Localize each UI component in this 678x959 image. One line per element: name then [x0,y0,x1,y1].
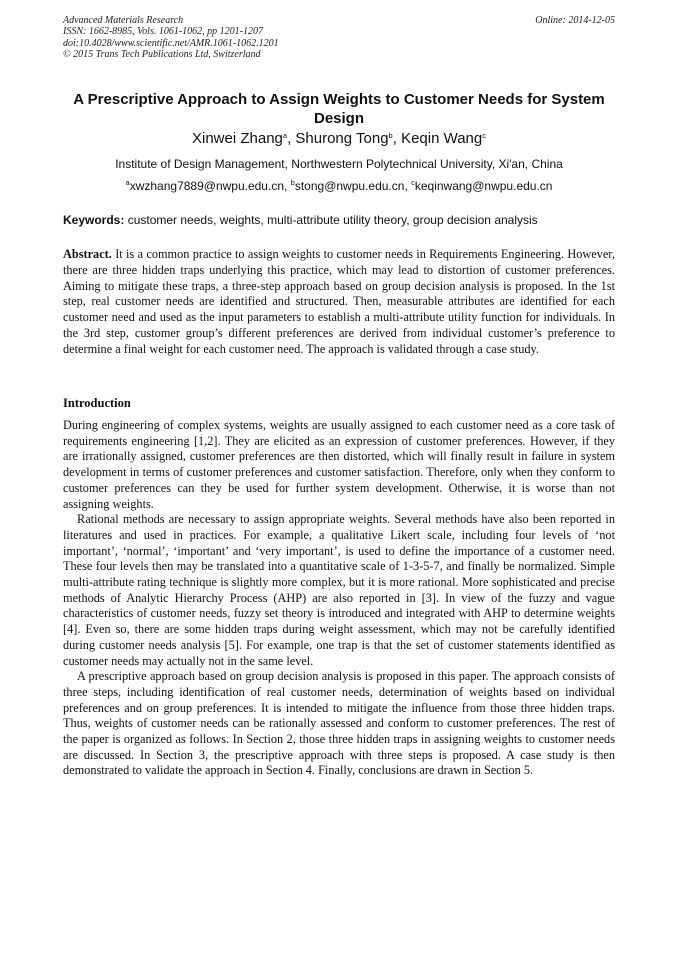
paragraph: A prescriptive approach based on group decision analysis is proposed in this paper. The approach consists of three steps, including identification of real customer needs, determination of weights based on individual preferences and on group preferences. It is intended to mitigate the influence from those three hidden traps. Thus, weights of customer needs can be rationally assessed and conform to customer preferences. The rest of the paper is organized as follows. In Section 2, those three hidden traps in assigning weights to customer needs are discussed. In Section 3, the prescriptive approach with three steps is proposed. A case study is then demonstrated to validate the approach in Section 4. Finally, conclusions are drawn in Section 5. [63,669,615,778]
paragraph: Rational methods are necessary to assign appropriate weights. Several methods have also been reported in literatures and used in practices. For example, a qualitative Likert scale, including four levels of ‘not important’, ‘normal’, ‘important’ and ‘very important’, is used to define the importance of a customer need. These four levels then may be translated into a quantitative scale of 1-3-5-7, and finally be normalized. Simple multi-attribute rating technique is slightly more complex, but it is more rational. More sophisticated and precise methods of Analytic Hierarchy Process (AHP) are also reported in [3]. In view of the fuzzy and vague characteristics of customer needs, fuzzy set theory is introduced and integrated with AHP to determine weights [4]. Even so, there are some hidden traps during weight assessment, which may not be carefully identified during customer needs analysis [5]. For example, one trap is that the set of customer statements identified as customer needs may actually not in the same level. [63,512,615,668]
abstract-label: Abstract. [63,247,112,261]
paragraph: During engineering of complex systems, weights are usually assigned to each customer need as a core task of requirements engineering [1,2]. They are elicited as an expression of customer preferences. However, if they are irrationally assigned, customer preferences are then distorted, which will finally result in failure in system development in terms of customer preferences and customer satisfaction. Therefore, only when they conform to customer preferences can they be used for further system development. Otherwise, it is worse than not assigning weights. [63,418,615,511]
author-affil-mark: a [282,131,288,140]
introduction-body [63,418,615,779]
paper-title: A Prescriptive Approach to Assign Weights to Customer Needs for System Design [73,91,605,127]
author-name: Keqin Wang [401,130,483,147]
keywords-text: customer needs, weights, multi-attribute utility theory, group decision analysis [127,213,538,227]
abstract-section [63,247,615,358]
email-mark: b [290,178,295,187]
author-affil-mark: b [388,131,393,140]
journal-name: Advanced Materials Research [63,15,184,26]
copyright-line: © 2015 Trans Tech Publications Ltd, Switzerland [63,48,261,60]
issn-line: ISSN: 1662-8985, Vols. 1061-1062, pp 1201-1207 [63,26,263,38]
email-list: $^a$xwzhang7889@nwpu.edu.cn, $^b$stong@nwpu.edu.cn, $^c$keqinwang@nwpu.edu.cn [125,178,553,193]
email-mark: c [411,178,415,187]
author-affil-mark: c [482,131,486,140]
keywords-section [63,213,615,227]
abstract-text: It is a common practice to assign weights to customer needs in Requirements Engineering. However, there are three hidden traps underlying this practice, which may lead to distortion of customer preferences. Aiming to mitigate these traps, a three-step approach based on group decision analysis is proposed. In the 1st step, real customer needs are identified and structured. Then, measurable attributes are identified for each customer need and used as the input parameters to establish a multi-attribute utility function for individuals. In the 3rd step, customer group’s different preferences are derived from individual customer’s preference to determine a final weight for each customer need. The approach is validated through a case study. [63,247,615,356]
journal-header [63,15,615,60]
email-address[interactable]: xwzhang7889@nwpu.edu.cn [129,179,284,193]
email-address[interactable]: keqinwang@nwpu.edu.cn [414,179,553,193]
doi-line: doi:10.4028/www.scientific.net/AMR.1061-1062.1201 [63,37,279,49]
author-name: Xinwei Zhang [192,130,283,147]
email-mark: a [125,178,130,187]
email-address[interactable]: stong@nwpu.edu.cn [294,179,405,193]
affiliation: Institute of Design Management, Northwestern Polytechnical University, Xi'an, China [115,157,563,171]
author-list: Xinwei Zhang$^a$, Shurong Tong$^b$, Keqin Wang$^c$ [192,130,486,147]
author-name: Shurong Tong [295,130,389,147]
keywords-label: Keywords: [63,213,125,227]
online-date: Online: 2014-12-05 [535,15,615,26]
introduction-heading: Introduction [63,396,131,410]
